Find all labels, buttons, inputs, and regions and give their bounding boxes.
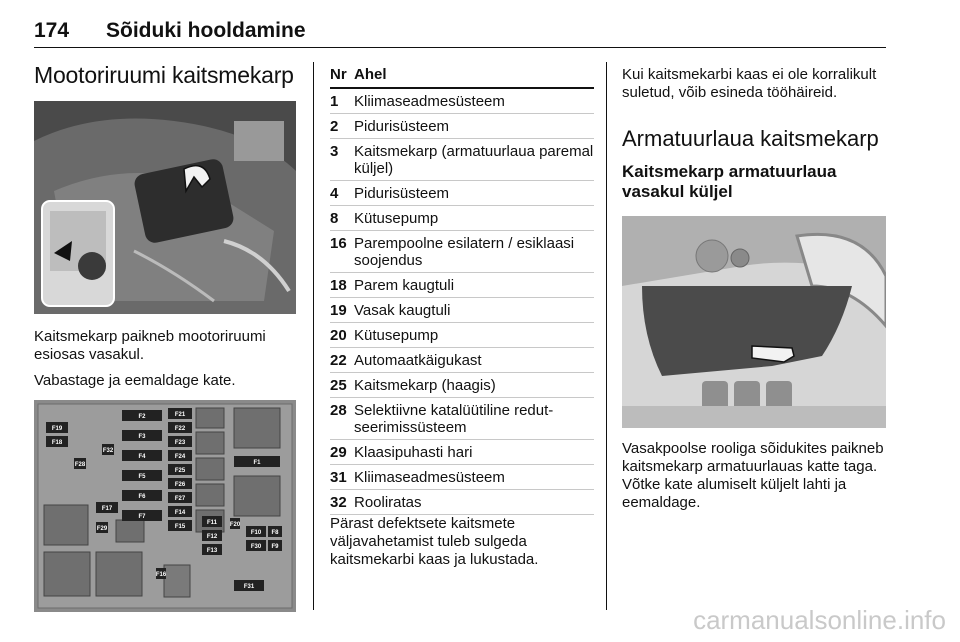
column-instrument-panel-fusebox [622,66,886,520]
fuse-label: F4 [138,454,146,460]
fuse-table-row [330,114,594,139]
fusebox-layout-drawing [34,400,296,612]
fuse-label: F1 [253,460,261,466]
fuse-table-row [330,273,594,298]
fuse-circuit: Parempoolne esilatern / esiklaasi soojendus [354,231,594,273]
fuse-circuit: Kütusepump [354,323,594,348]
fuse-number: 8 [330,206,354,231]
fuse-number: 22 [330,348,354,373]
fuse-label: F3 [138,434,146,440]
fuse-number: 28 [330,398,354,440]
fuse-circuit: Vasak kaugtuli [354,298,594,323]
fuse-number: 1 [330,88,354,114]
fuse-circuit: Kliimaseadmesüsteem [354,88,594,114]
fuse-number: 29 [330,440,354,465]
fuse-label: F29 [96,526,108,532]
fuse-label: F25 [174,468,186,474]
fuse-label: F12 [206,534,218,540]
fuse-circuit: Selektiivne katalüütiline redut- seerimissüsteem [354,398,594,440]
subsection-title-left-side: Kaitsmekarp armatuurlaua vasakul küljel [622,162,837,201]
fuse-circuit: Klaasipuhasti hari [354,440,594,465]
fuse-label: F16 [155,572,167,578]
fuse-label: F21 [174,412,186,418]
fuse-number: 32 [330,490,354,515]
fuse-label: F27 [174,496,186,502]
column-divider-left [313,62,314,610]
running-title: Sõiduki hooldamine [106,19,306,42]
fuse-label: F22 [174,426,186,432]
fuse-table-row [330,465,594,490]
column-fuse-table [330,66,594,577]
fuse-number: 16 [330,231,354,273]
fuse-table-header-nr: Nr [330,66,354,88]
fuse-label: F8 [271,530,279,536]
fuse-table-row [330,206,594,231]
fuse-label: F20 [229,522,241,528]
fuse-circuit: Pidurisüsteem [354,114,594,139]
fuse-label: F7 [138,514,146,520]
fuse-table-header-circuit: Ahel [354,66,594,88]
section-title-instrument-panel-fusebox: Armatuurlaua kaitsmekarp [622,126,879,151]
fuse-number: 3 [330,139,354,181]
fuse-label: F11 [206,520,218,526]
fuse-label: F32 [102,448,114,454]
section-title-engine-fusebox: Mootoriruumi kaitsmekarp [34,62,294,88]
fuse-label: F15 [174,524,186,530]
dashboard-drawing [622,216,886,428]
fuse-label: F10 [250,530,262,536]
fuse-circuit: Automaatkäigukast [354,348,594,373]
fuse-number: 25 [330,373,354,398]
fuse-table-row [330,231,594,273]
engine-bay-drawing [34,101,296,314]
fuse-label: F6 [138,494,146,500]
fuse-label: F23 [174,440,186,446]
fuse-number: 4 [330,181,354,206]
fuse-table-row [330,88,594,114]
engine-fusebox-remove-cover-text: Vabastage ja eemaldage kate. [34,372,236,389]
fuse-number: 20 [330,323,354,348]
fuse-circuit: Kütusepump [354,206,594,231]
cover-warning-text: Kui kaitsmekarbi kaas ei ole korralikult suletud, võib esineda tööhäireid. [622,66,877,101]
fuse-number: 31 [330,465,354,490]
fuse-table-row [330,298,594,323]
fuse-label: F24 [174,454,186,460]
fuse-circuit: Rooliratas [354,490,594,515]
fuse-circuit: Parem kaugtuli [354,273,594,298]
fuse-circuit: Kaitsmekarp (haagis) [354,373,594,398]
fuse-label: F2 [138,414,146,420]
fuse-table-row [330,348,594,373]
fuse-number: 18 [330,273,354,298]
fuse-table-row [330,139,594,181]
fusebox-layout-diagram [34,400,296,612]
fuse-label: F31 [243,584,255,590]
fuse-label: F26 [174,482,186,488]
close-cover-text: Pärast defektsete kaitsmete väljavahetamist tuleb sulgeda kaitsmekarbi kaas ja lukustada. [330,515,539,568]
instrument-panel-fusebox-text: Vasakpoolse rooliga sõidukites paikneb kaitsmekarp armatuurlauas katte taga. Võtke kate alumiselt küljelt lahti ja eemaldage. [622,440,884,511]
fuse-table [330,66,594,515]
fuse-circuit: Kliimaseadmesüsteem [354,465,594,490]
fuse-table-row [330,398,594,440]
engine-bay-illustration [34,101,296,314]
fuse-label: F13 [206,548,218,554]
column-divider-right [606,62,607,610]
fuse-circuit: Kaitsmekarp (armatuurlaua paremal küljel) [354,139,594,181]
fuse-number: 19 [330,298,354,323]
fuse-table-row [330,373,594,398]
page-number: 174 [34,19,70,42]
fuse-table-row [330,440,594,465]
engine-fusebox-location-text: Kaitsmekarp paikneb mootoriruumi esiosas vasakul. [34,328,266,363]
fuse-table-header-row [330,66,594,88]
fuse-table-row [330,181,594,206]
watermark: carmanualsonline.info [693,605,946,635]
fuse-label: F14 [174,510,186,516]
fuse-number: 2 [330,114,354,139]
fuse-label: F30 [250,544,262,550]
fuse-circuit: Pidurisüsteem [354,181,594,206]
dashboard-illustration [622,216,886,428]
fuse-label: F9 [271,544,279,550]
fuse-label: F28 [74,462,86,468]
page-header [34,14,886,48]
fuse-label: F19 [51,426,63,432]
fuse-label: F17 [101,506,113,512]
fuse-table-row [330,490,594,515]
fuse-label: F5 [138,474,146,480]
fuse-table-row [330,323,594,348]
fuse-label: F18 [51,440,63,446]
column-engine-fusebox [34,62,302,612]
